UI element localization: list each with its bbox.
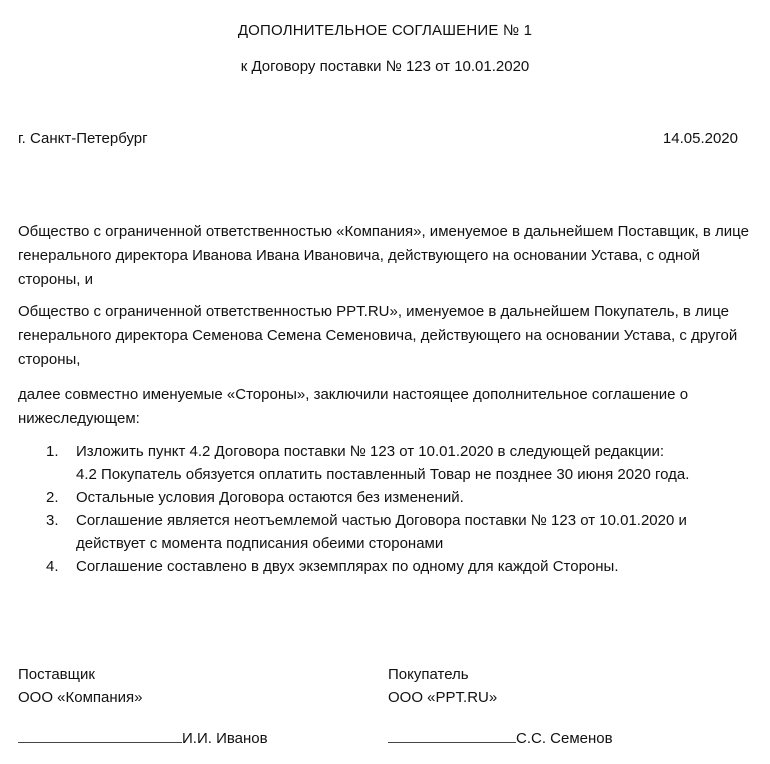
city: г. Санкт-Петербург [18,130,148,147]
list-item-text: Остальные условия Договора остаются без изменений. [76,489,464,506]
supplier-label: Поставщик [18,666,95,683]
buyer-signature-block [388,663,497,709]
list-item [18,486,753,509]
buyer-sign-line [388,728,613,749]
buyer-signer-name: С.С. Семенов [516,730,613,747]
paragraph-parties: далее совместно именуемые «Стороны», заключили настоящее дополнительное соглашение о нижеследующем: [18,386,689,427]
paragraph-supplier: Общество с ограниченной ответственностью «Компания», именуемое в дальнейшем Поставщик, в лице генерального директора Иванова Ивана Ивановича, действующего на основании Устава, с одной стороны, и [18,223,749,288]
signature-underline [18,728,182,743]
list-item-number: 1. [46,443,59,460]
supplier-sign-line [18,728,268,749]
supplier-signer-name: И.И. Иванов [182,730,268,747]
document-subtitle: к Договору поставки № 123 от 10.01.2020 [240,58,530,75]
list-item-text: Соглашение составлено в двух экземплярах по одному для каждой Стороны. [76,558,619,575]
buyer-label: Покупатель [388,666,469,683]
list-item-text: 4.2 Покупатель обязуется оплатить поставленный Товар не позднее 30 июня 2020 года. [76,466,690,483]
document-title: ДОПОЛНИТЕЛЬНОЕ СОГЛАШЕНИЕ № 1 [237,22,533,39]
list-item-number: 4. [46,558,59,575]
terms-list [18,440,753,578]
list-item [18,555,753,578]
supplier-org: ООО «Компания» [18,689,143,706]
list-item [18,509,753,555]
supplier-signature-block [18,663,143,709]
list-item-text: действует с момента подписания обеими сторонами [76,535,444,552]
paragraph-buyer: Общество с ограниченной ответственностью PPT.RU», именуемое в дальнейшем Покупатель, в лице генерального директора Семенова Семена Семеновича, действующего на основании Устава, с другой стороны, [18,303,738,368]
signature-underline [388,728,516,743]
list-item-number: 2. [46,489,59,506]
list-item-text: Изложить пункт 4.2 Договора поставки № 123 от 10.01.2020 в следующей редакции: [76,443,665,460]
buyer-org: ООО «PPT.RU» [388,689,498,706]
document-date: 14.05.2020 [662,130,738,147]
list-item-number: 3. [46,512,59,529]
list-item [18,440,753,486]
list-item-text: Соглашение является неотъемлемой частью Договора поставки № 123 от 10.01.2020 и [76,512,687,529]
